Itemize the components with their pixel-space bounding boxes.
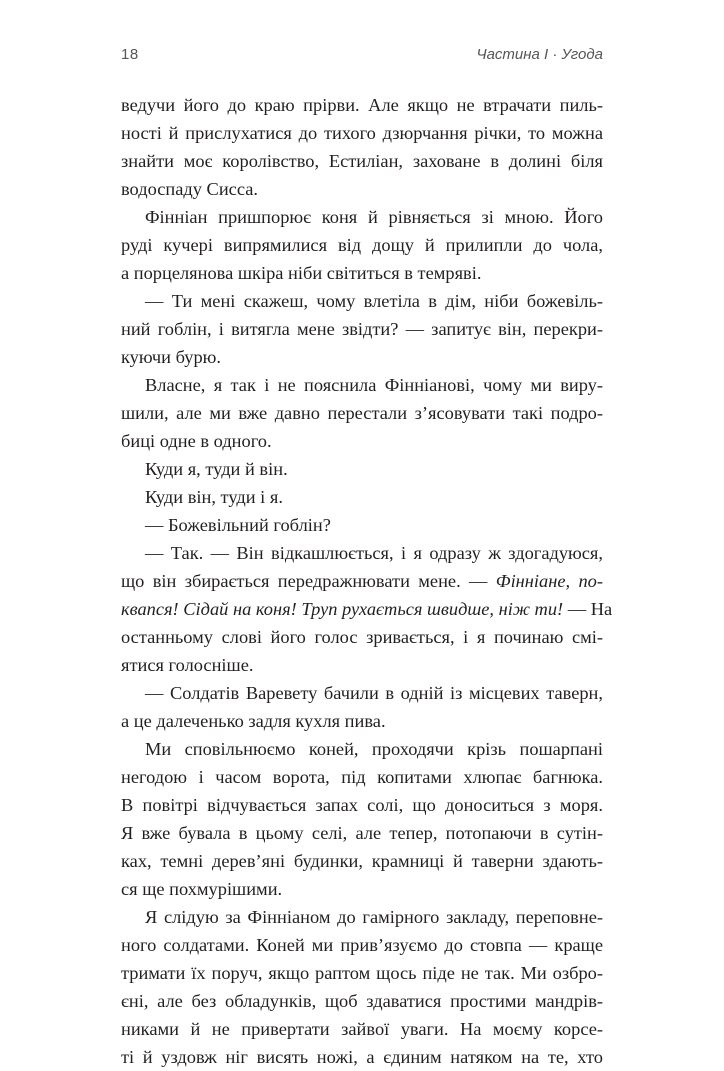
text-line: ках, темні дерев’яні будинки, крамниці й таверни здають- bbox=[121, 851, 603, 871]
text-line: Ми сповільнюємо коней, проходячи крізь пошарпані bbox=[145, 739, 603, 759]
text-line: Власне, я так і не пояснила Фінніанові, чому ми виру- bbox=[145, 375, 603, 395]
text-line: знайти моє королівство, Естиліан, заховане в долині біля bbox=[121, 151, 603, 171]
text-line: ний гоблін, і витягла мене звідти? — запитує він, перекри- bbox=[121, 319, 603, 339]
text-line: никами й не привертати зайвої уваги. На моєму корсе- bbox=[121, 1019, 603, 1039]
text-segment: — На bbox=[567, 599, 613, 619]
text-line: ті й уздовж ніг висять ножі, а єдиним натяком на те, хто bbox=[121, 1047, 603, 1067]
text-line: що він збирається передражнювати мене. — Фінніане, по- bbox=[121, 571, 603, 591]
text-line bbox=[121, 595, 613, 623]
text-line: шили, але ми вже давно перестали з’ясовувати такі подро- bbox=[121, 403, 603, 423]
text-line: ності й прислухатися до тихого дзюрчання річки, то можна bbox=[121, 123, 603, 143]
text-line: Я вже бувала в цьому селі, але тепер, потопаючи в сутін- bbox=[121, 823, 603, 843]
body-text bbox=[121, 91, 613, 1071]
text-line: а порцелянова шкіра ніби світиться в темряві. bbox=[121, 263, 482, 283]
running-head: Частина I · Угода bbox=[476, 46, 603, 63]
text-line: ведучи його до краю прірви. Але якщо не втрачати пиль- bbox=[121, 95, 603, 115]
text-line: єні, але без обладунків, щоб здаватися простими мандрів- bbox=[121, 991, 603, 1011]
text-line: В повітрі відчувається запах солі, що доноситься з моря. bbox=[121, 795, 603, 815]
text-line: куючи бурю. bbox=[121, 347, 221, 367]
text-segment: що він збирається передражнювати мене. bbox=[121, 571, 461, 591]
text-line: Куди він, туди і я. bbox=[145, 487, 283, 507]
page-number: 18 bbox=[121, 46, 139, 63]
text-line: Я слідую за Фінніаном до гамірного закладу, переповне- bbox=[145, 907, 603, 927]
italic-text: Фінніане, по- bbox=[495, 571, 603, 591]
italic-text: квапся! Сідай на коня! Труп рухається швидше, ніж ти! bbox=[121, 599, 564, 619]
text-line: Куди я, туди й він. bbox=[145, 459, 288, 479]
text-line: негодою і часом ворота, під копитами хлюпає багнюка. bbox=[121, 767, 603, 787]
text-line: биці одне в одного. bbox=[121, 431, 272, 451]
text-line: Фінніан пришпорює коня й рівняється зі мною. Його bbox=[145, 207, 603, 227]
text-line: тримати їх поруч, якщо раптом щось піде не так. Ми озбро- bbox=[121, 963, 603, 983]
text-line: — Так. — Він відкашлюється, і я одразу ж здогадуюся, bbox=[145, 543, 603, 563]
text-line: — Божевільний гоблін? bbox=[145, 515, 331, 535]
text-line: водоспаду Сисса. bbox=[121, 179, 258, 199]
text-line: а це далеченько задля кухля пива. bbox=[121, 711, 386, 731]
text-line: останньому слові його голос зривається, і я починаю смі- bbox=[121, 627, 603, 647]
text-line: — Солдатів Варевету бачили в одній із місцевих таверн, bbox=[145, 683, 603, 703]
text-line: ятися голосніше. bbox=[121, 655, 254, 675]
text-line: ся ще похмурішими. bbox=[121, 879, 283, 899]
text-line: ного солдатами. Коней ми прив’язуємо до стовпа — краще bbox=[121, 935, 603, 955]
text-line: — Ти мені скажеш, чому влетіла в дім, ніби божевіль- bbox=[145, 291, 603, 311]
text-line: руді кучері випрямилися від дощу й прилипли до чола, bbox=[121, 235, 603, 255]
